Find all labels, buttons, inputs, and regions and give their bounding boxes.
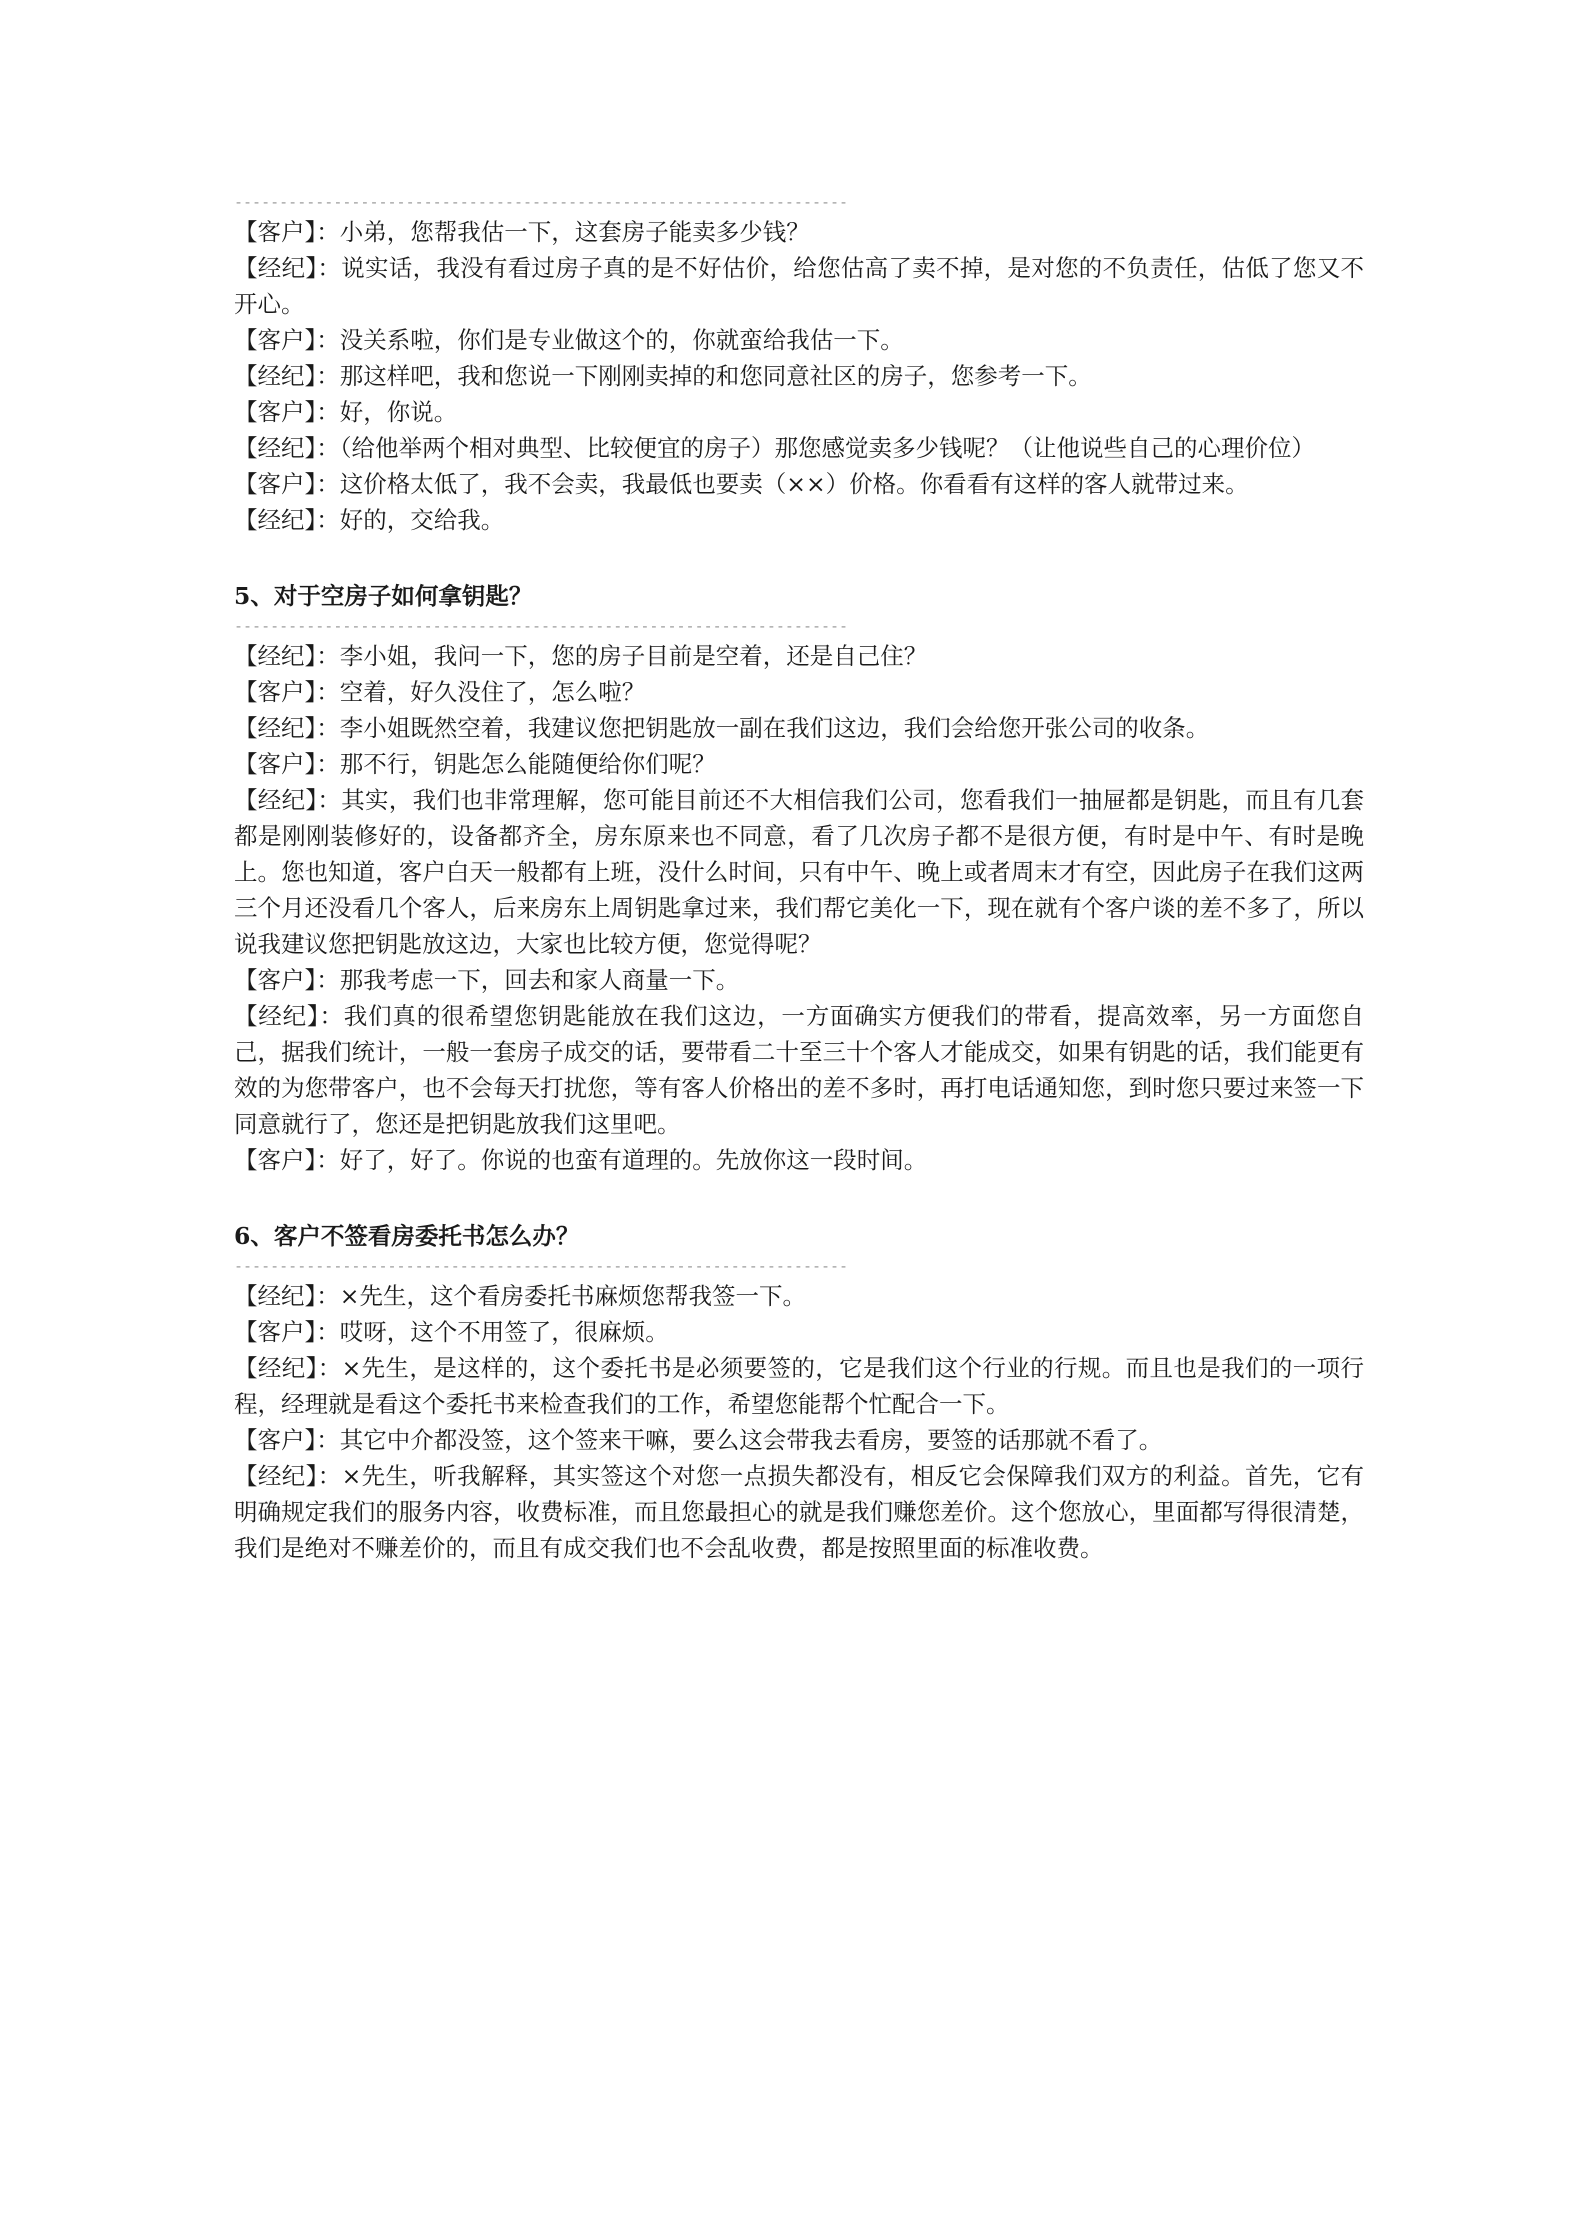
- dialogue-text: ：说实话，我没有看过房子真的是不好估价，给您估高了卖不掉，是对您的不负责任，估低了您又不开心。: [234, 254, 1365, 318]
- dialogue-line: [234, 746, 1364, 782]
- speaker-tag: 【客户】: [234, 1146, 317, 1174]
- speaker-tag: 【客户】: [234, 398, 317, 426]
- section-title-6: 6、客户不签看房委托书怎么办？: [234, 1222, 580, 1250]
- speaker-tag: 【经纪】: [234, 1462, 318, 1490]
- speaker-tag: 【客户】: [234, 1426, 317, 1454]
- dialogue-text: ：（给他举两个相对典型、比较便宜的房子）那您感觉卖多少钱呢？（让他说些自己的心理价位）: [316, 434, 1315, 462]
- dialogue-text: ：李小姐既然空着，我建议您把钥匙放一副在我们这边，我们会给您开张公司的收条。: [316, 714, 1210, 742]
- dialogue-text: ：×先生，这个看房委托书麻烦您帮我签一下。: [316, 1282, 806, 1310]
- speaker-tag: 【经纪】: [234, 786, 318, 814]
- dialogue-text: ：×先生，是这样的，这个委托书是必须要签的，它是我们这个行业的行规。而且也是我们的一项行程，经理就是看这个委托书来检查我们的工作，希望您能帮个忙配合一下。: [234, 1354, 1364, 1418]
- dialogue-text: ：那不行，钥匙怎么能随便给你们呢？: [316, 750, 716, 778]
- dialogue-line: [234, 1314, 1364, 1350]
- dialogue-block-1: [234, 214, 1364, 538]
- speaker-tag: 【客户】: [234, 470, 317, 498]
- spacer: [234, 1178, 1364, 1218]
- speaker-tag: 【经纪】: [234, 1002, 320, 1030]
- dialogue-text: ：其实，我们也非常理解，您可能目前还不大相信我们公司，您看我们一抽屉都是钥匙，而且有几套都是刚刚装修好的，设备都齐全，房东原来也不同意，看了几次房子都不是很方便，有时是中午、有时是晚上。您也知道，客户白天一般都有上班，没什么时间，只有中午、晚上或者周末才有空，因此房子在我们这两三个月还没看几个客人，后来房东上周钥匙拿过来，我们帮它美化一下，现在就有个客户谈的差不多了，所以说我建议您把钥匙放这边，大家也比较方便，您觉得呢？: [234, 786, 1365, 958]
- dialogue-line: [234, 502, 1364, 538]
- dialogue-line: [234, 638, 1364, 674]
- speaker-tag: 【客户】: [234, 218, 317, 246]
- section-title-5: 5、对于空房子如何拿钥匙？: [234, 582, 533, 610]
- speaker-tag: 【经纪】: [234, 362, 317, 390]
- speaker-tag: 【经纪】: [234, 714, 317, 742]
- dialogue-text: ：那这样吧，我和您说一下刚刚卖掉的和您同意社区的房子，您参考一下。: [316, 362, 1092, 390]
- dialogue-line: [234, 1142, 1364, 1178]
- dialogue-text: ：其它中介都没签，这个签来干嘛，要么这会带我去看房，要签的话那就不看了。: [316, 1426, 1163, 1454]
- dialogue-block-5: [234, 638, 1364, 1178]
- divider-line: --------------------------------------------------------------------: [234, 617, 849, 635]
- spacer: [234, 538, 1364, 578]
- speaker-tag: 【经纪】: [234, 1354, 318, 1382]
- dialogue-line: [234, 1278, 1364, 1314]
- speaker-tag: 【经纪】: [234, 1282, 317, 1310]
- dialogue-line: [234, 430, 1364, 466]
- speaker-tag: 【客户】: [234, 966, 317, 994]
- dialogue-text: ：好了，好了。你说的也蛮有道理的。先放你这一段时间。: [316, 1146, 928, 1174]
- dialogue-line: [234, 1350, 1364, 1422]
- dialogue-line: [234, 962, 1364, 998]
- dialogue-line: [234, 782, 1364, 962]
- divider-line: --------------------------------------------------------------------: [234, 1257, 849, 1275]
- speaker-tag: 【经纪】: [234, 254, 318, 282]
- dialogue-line: [234, 1422, 1364, 1458]
- dialogue-text: ：那我考虑一下，回去和家人商量一下。: [316, 966, 740, 994]
- dialogue-line: [234, 358, 1364, 394]
- speaker-tag: 【经纪】: [234, 642, 317, 670]
- dialogue-text: ：空着，好久没住了，怎么啦？: [316, 678, 646, 706]
- dialogue-text: ：这价格太低了，我不会卖，我最低也要卖（××）价格。你看看有这样的客人就带过来。: [316, 470, 1249, 498]
- dialogue-line: [234, 394, 1364, 430]
- dialogue-line: [234, 214, 1364, 250]
- speaker-tag: 【经纪】: [234, 506, 317, 534]
- document-page: [234, 190, 1364, 1566]
- dialogue-text: ：我们真的很希望您钥匙能放在我们这边，一方面确实方便我们的带看，提高效率，另一方面您自己，据我们统计，一般一套房子成交的话，要带看二十至三十个客人才能成交，如果有钥匙的话，我们能更有效的为您带客户，也不会每天打扰您，等有客人价格出的差不多时，再打电话通知您，到时您只要过来签一下同意就行了，您还是把钥匙放我们这里吧。: [234, 1002, 1365, 1138]
- dialogue-text: ：好，你说。: [316, 398, 458, 426]
- speaker-tag: 【客户】: [234, 326, 317, 354]
- dialogue-line: [234, 710, 1364, 746]
- dialogue-text: ：好的，交给我。: [316, 506, 505, 534]
- dialogue-block-6: [234, 1278, 1364, 1566]
- dialogue-line: [234, 1458, 1364, 1566]
- dialogue-line: [234, 322, 1364, 358]
- speaker-tag: 【经纪】: [234, 434, 317, 462]
- dialogue-line: [234, 998, 1364, 1142]
- dialogue-line: [234, 466, 1364, 502]
- speaker-tag: 【客户】: [234, 678, 317, 706]
- dialogue-line: [234, 674, 1364, 710]
- speaker-tag: 【客户】: [234, 750, 317, 778]
- dialogue-text: ：李小姐，我问一下，您的房子目前是空着，还是自己住？: [316, 642, 928, 670]
- dialogue-line: [234, 250, 1364, 322]
- dialogue-text: ：哎呀，这个不用签了，很麻烦。: [316, 1318, 669, 1346]
- dialogue-text: ：没关系啦，你们是专业做这个的，你就蛮给我估一下。: [316, 326, 904, 354]
- dialogue-text: ：小弟，您帮我估一下，这套房子能卖多少钱？: [316, 218, 810, 246]
- speaker-tag: 【客户】: [234, 1318, 317, 1346]
- dialogue-text: ：×先生，听我解释，其实签这个对您一点损失都没有，相反它会保障我们双方的利益。首先，它有明确规定我们的服务内容，收费标准，而且您最担心的就是我们赚您差价。这个您放心，里面都写得很清楚，我们是绝对不赚差价的，而且有成交我们也不会乱收费，都是按照里面的标准收费。: [234, 1462, 1364, 1562]
- divider-line: --------------------------------------------------------------------: [234, 193, 849, 211]
